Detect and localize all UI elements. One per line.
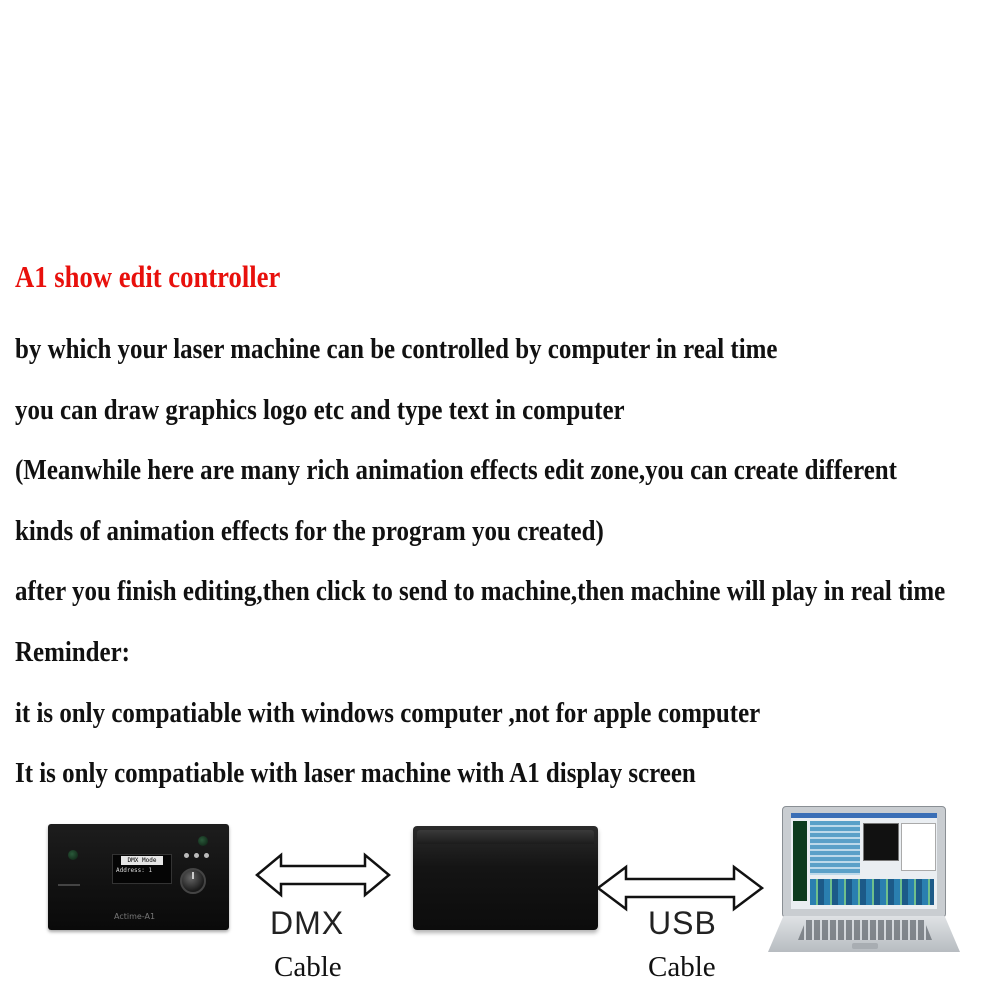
dmx-label: DMX	[270, 905, 345, 941]
led-indicator	[68, 850, 78, 860]
laptop-lid	[782, 806, 946, 918]
reminder-line: It is only compatiable with laser machine with A1 display screen	[15, 757, 696, 790]
laptop-keyboard	[798, 920, 932, 940]
description-line: you can draw graphics logo etc and type text in computer	[15, 393, 625, 426]
product-title: A1 show edit controller	[15, 259, 281, 294]
laptop-touchpad	[852, 943, 878, 949]
button-dot	[204, 853, 209, 858]
description-line: (Meanwhile here are many rich animation effects edit zone,you can create different	[15, 454, 897, 487]
usb-cable-label: Cable	[648, 951, 716, 983]
description-block	[15, 255, 995, 804]
description-line: by which your laser machine can be controlled by computer in real time	[15, 333, 778, 365]
usb-dmx-interface-box	[413, 826, 598, 930]
laptop-computer	[768, 806, 962, 956]
device-display	[112, 854, 172, 884]
description-line: kinds of animation effects for the program you created)	[15, 514, 604, 547]
double-arrow-icon	[255, 852, 391, 898]
reminder-line: it is only compatiable with windows computer ,not for apple computer	[15, 696, 761, 729]
a1-controller-device	[48, 824, 229, 930]
rotary-knob	[180, 868, 206, 894]
display-title: DMX Mode	[121, 856, 163, 865]
reminder-heading: Reminder:	[15, 635, 130, 668]
button-dot	[184, 853, 189, 858]
device-brand-label: Actime-A1	[114, 912, 156, 921]
led-indicator	[198, 836, 208, 846]
device-slot	[58, 884, 80, 886]
laptop-screen	[791, 813, 937, 909]
button-dot	[194, 853, 199, 858]
description-line: after you finish editing,then click to send to machine,then machine will play in real time	[15, 575, 946, 608]
display-sub: Address: 1	[116, 867, 153, 874]
usb-label: USB	[648, 905, 717, 941]
dmx-cable-label: Cable	[274, 951, 342, 983]
